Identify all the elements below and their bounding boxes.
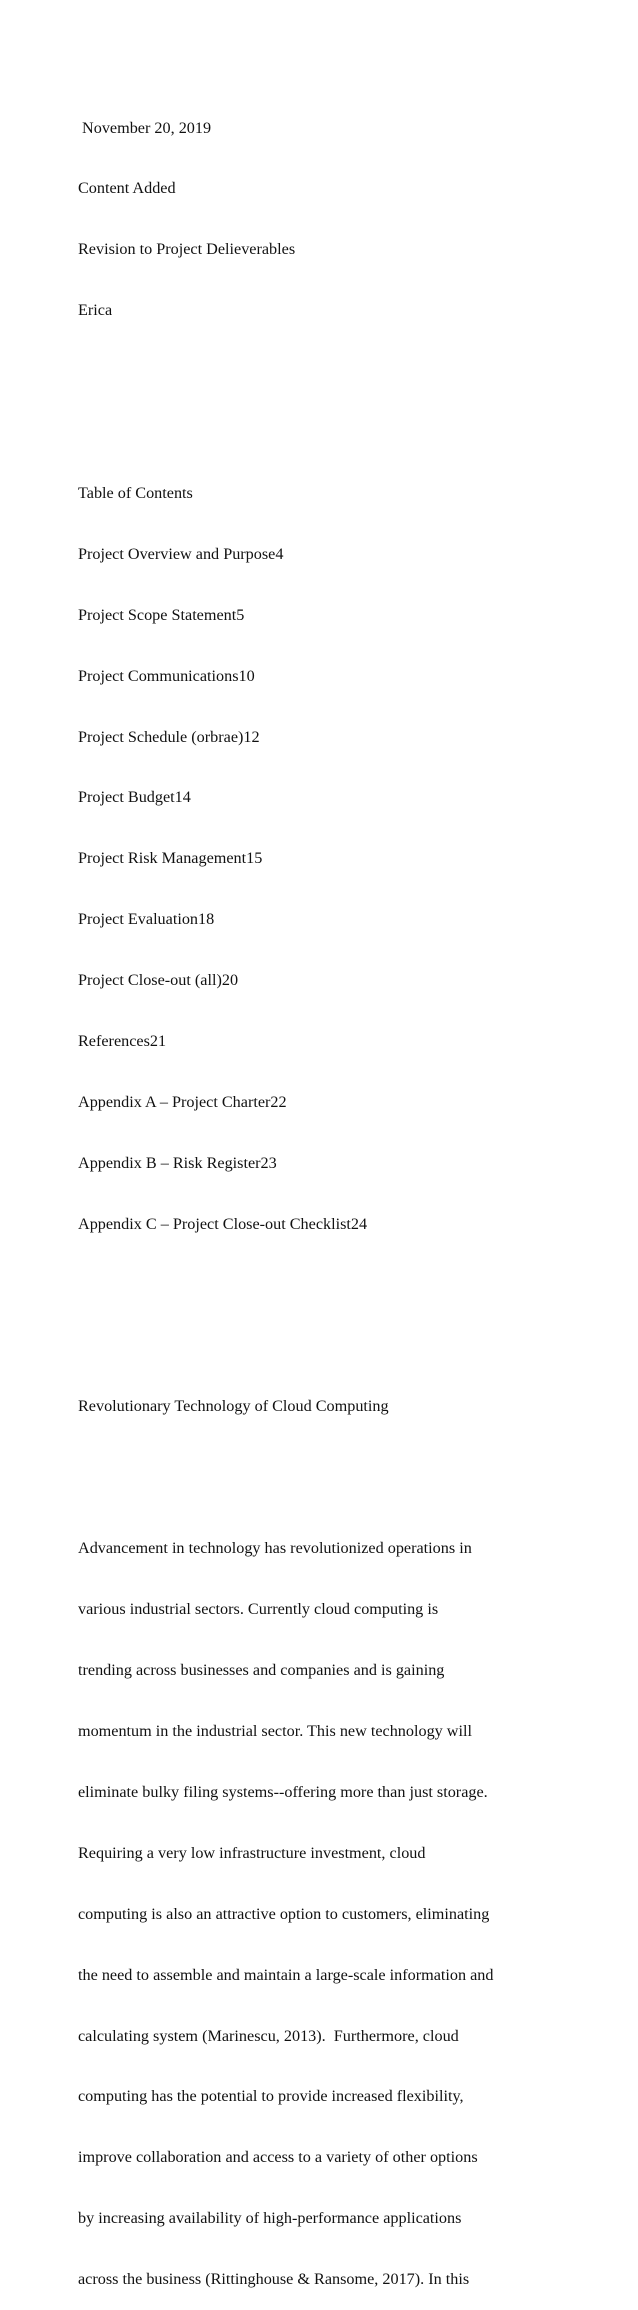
body-line: trending across businesses and companies and is gaining	[78, 1661, 445, 1680]
body-line: eliminate bulky filing systems--offering more than just storage.	[78, 1782, 488, 1801]
body-line: computing is also an attractive option to customers, eliminating	[78, 1904, 490, 1923]
body-line: Requiring a very low infrastructure investment, cloud	[78, 1843, 426, 1862]
toc-entry: Appendix B – Risk Register23	[78, 1153, 277, 1172]
revision-description: Revision to Project Delieverables	[78, 240, 296, 259]
toc-entry: References21	[78, 1031, 167, 1050]
body-line: various industrial sectors. Currently cloud computing is	[78, 1600, 439, 1619]
body-line: Advancement in technology has revolutionized operations in	[78, 1539, 472, 1558]
body-line: momentum in the industrial sector. This new technology will	[78, 1722, 472, 1741]
spacer	[78, 1457, 618, 1477]
toc-entry: Project Evaluation18	[78, 910, 215, 929]
toc-entry: Appendix C – Project Close-out Checklist24	[78, 1214, 368, 1233]
toc-entry: Project Risk Management15	[78, 849, 263, 868]
toc-entry: Appendix A – Project Charter22	[78, 1092, 287, 1111]
toc-title: Table of Contents	[78, 483, 193, 502]
spacer	[78, 381, 618, 422]
body-line: calculating system (Marinescu, 2013). Furthermore, cloud	[78, 2026, 459, 2045]
author-name: Erica	[78, 301, 113, 320]
content-added-label: Content Added	[78, 179, 176, 198]
body-line: across the business (Rittinghouse & Ransome, 2017). In this	[78, 2270, 470, 2289]
body-line: by increasing availability of high-performance applications	[78, 2209, 462, 2228]
toc-entry: Project Communications10	[78, 666, 255, 685]
toc-entry: Project Budget14	[78, 788, 191, 807]
body-line: computing has the potential to provide increased flexibility,	[78, 2087, 464, 2106]
revision-date: November 20, 2019	[78, 118, 212, 137]
document-page	[78, 77, 618, 2310]
section-title: Revolutionary Technology of Cloud Computing	[78, 1397, 389, 1416]
toc-entry: Project Scope Statement5	[78, 605, 245, 624]
spacer	[78, 1295, 618, 1336]
toc-entry: Project Close-out (all)20	[78, 971, 239, 990]
toc-entry: Project Schedule (orbrae)12	[78, 727, 260, 746]
toc-entry: Project Overview and Purpose4	[78, 544, 284, 563]
body-line: improve collaboration and access to a variety of other options	[78, 2148, 478, 2167]
body-line: the need to assemble and maintain a large-scale information and	[78, 1965, 494, 1984]
